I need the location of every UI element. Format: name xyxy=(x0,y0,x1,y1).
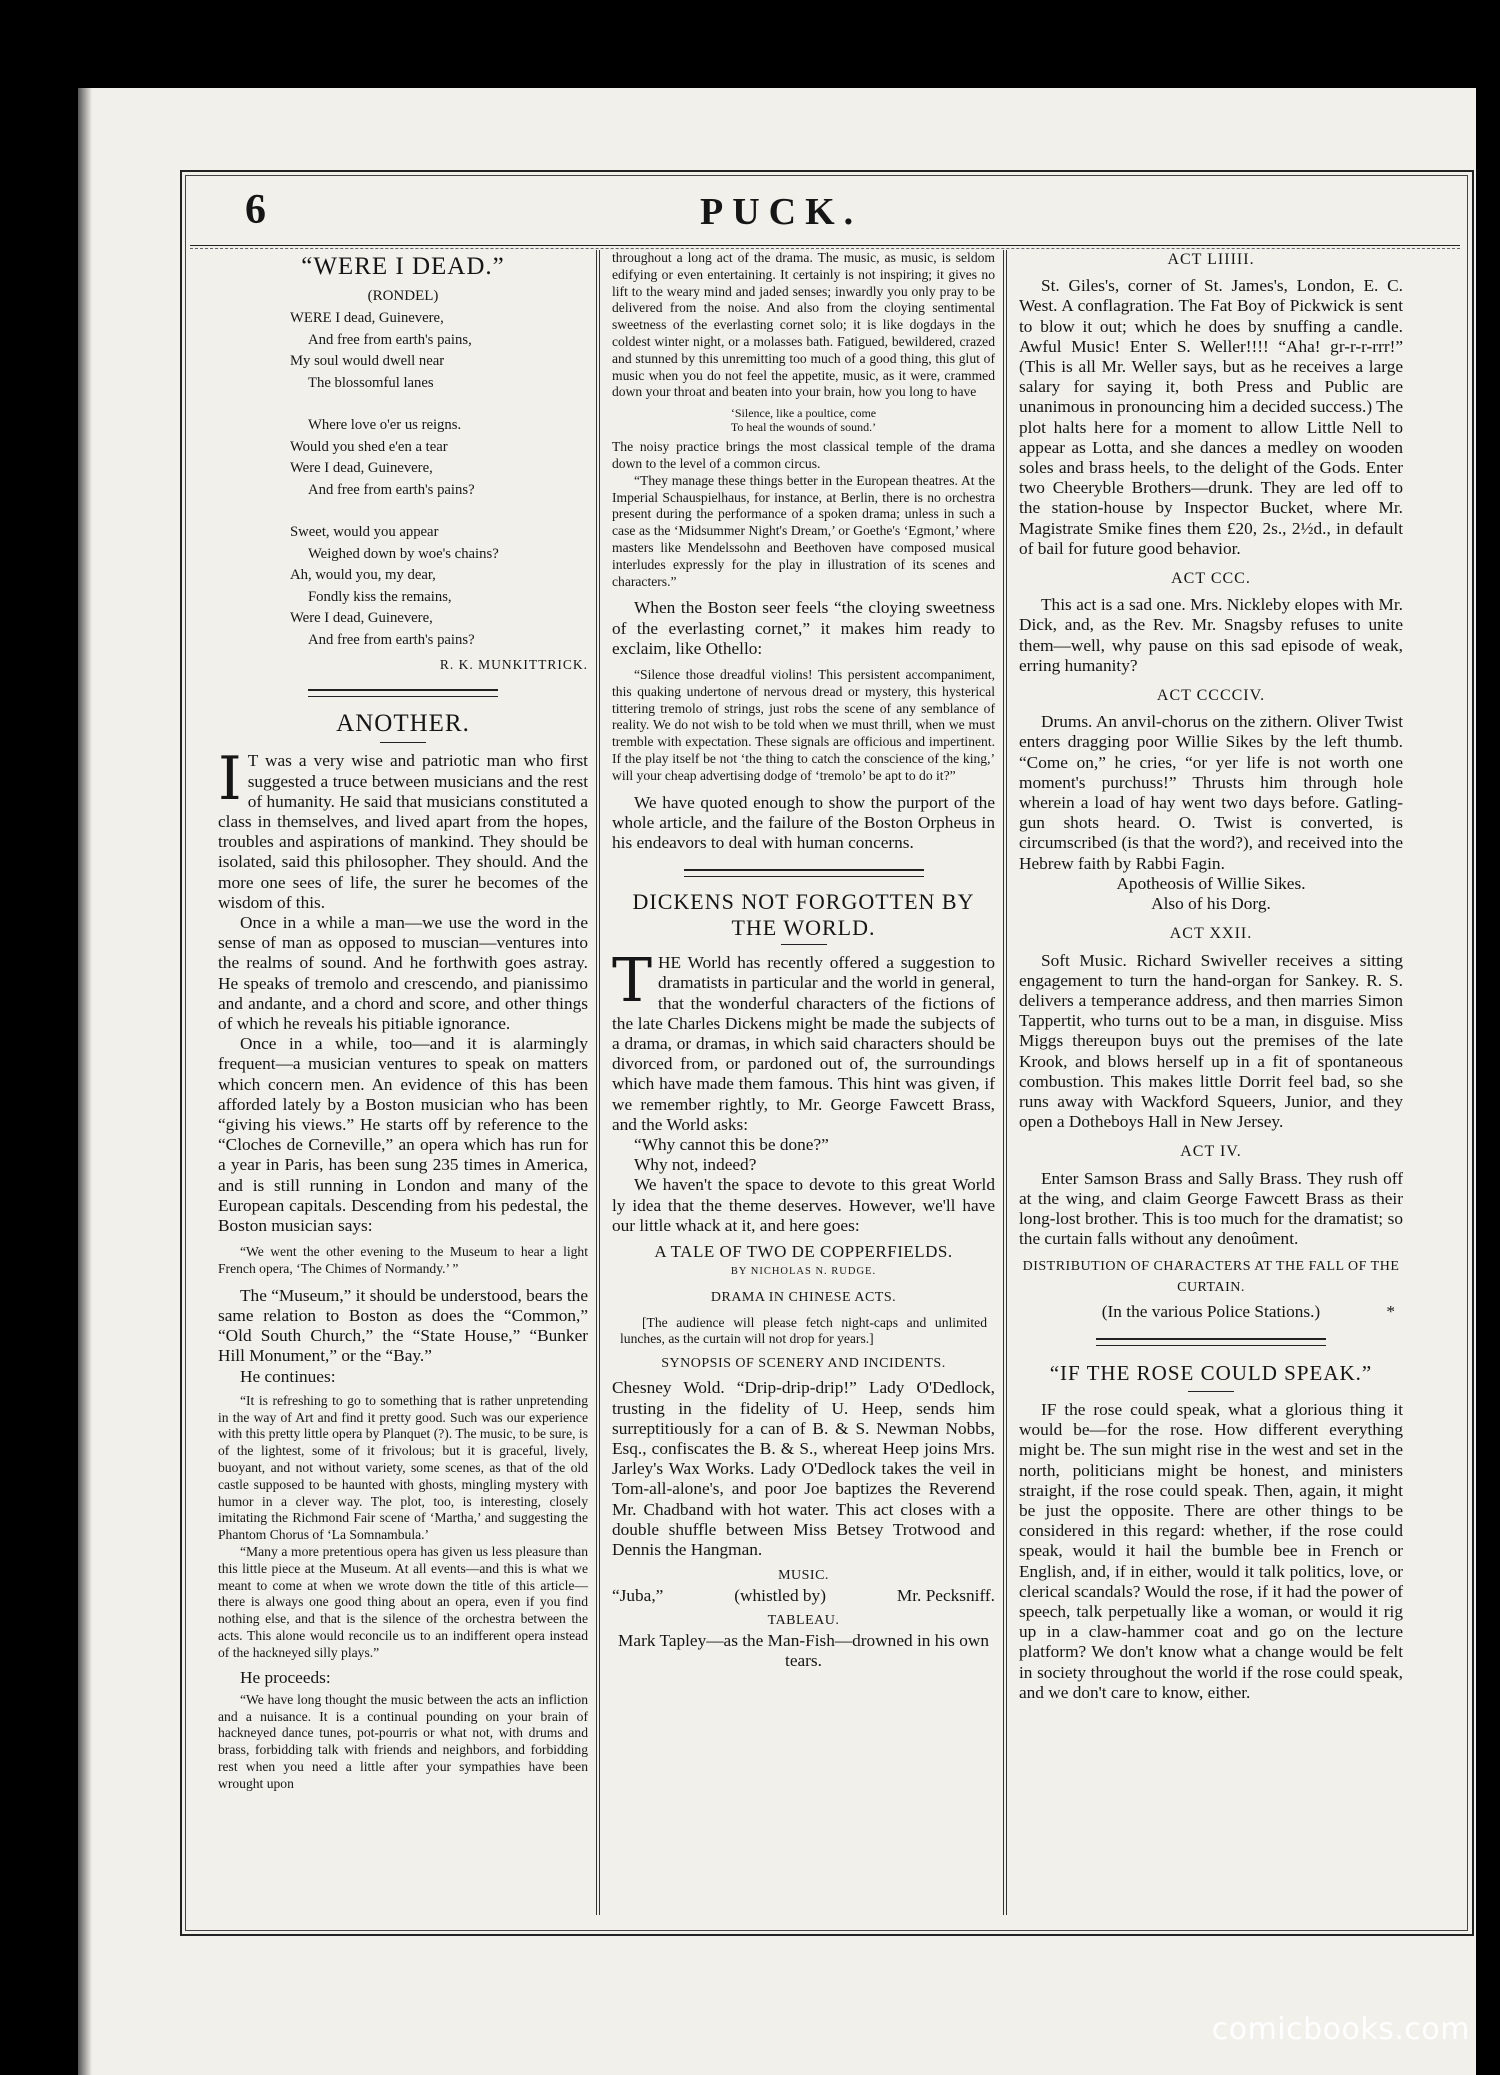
synopsis-text: Chesney Wold. “Drip-drip-drip!” Lady O'Dedlock, trusting in the fidelity of U. Heep, sends him surreptitiously for a can of B. & S. Newman Nobbs, Esq., confiscates the B. & S., whereat Heep joins Mrs. Jarley's Wax Works. Lady O'Dedlock takes the veil in Tom-all-alone's, and poor Joe baptizes the Reverend Mr. Chadband with hot water. This act closes with a double shuffle between Miss Betsey Trotwood and Dennis the Hangman. xyxy=(612,1378,995,1560)
quote: “Many a more pretentious opera has given us less pleasure than this little piece at the Museum. At all events—and this is what we meant to come at when we wrote down the title of this article—there is always one good thing about an opera, even if you find nothing else, and that is the silence of the orchestra between the acts. This alone would reconcile us to an indifferent opera instead of the hackneyed silly plays.” xyxy=(218,1544,588,1660)
poem-line: And free from earth's pains? xyxy=(308,631,475,648)
poem-line: Sweet, would you appear xyxy=(290,524,439,541)
couplet-line: To heal the wounds of sound.’ xyxy=(730,420,877,435)
page-gutter-shadow xyxy=(78,88,92,2075)
another-paragraph: Once in a while, too—and it is alarmingly frequent—a musician ventures to speak on matters which concern men. An evidence of this has been afforded lately by a Boston musician who has been “giving his views.” He starts off by reference to the “Cloches de Corneville,” an opera which has run for a year in Paris, has been sung 235 times in America, and is still running in London and many of the European capitals. Descending from his pedestal, the Boston musician says: xyxy=(218,1034,588,1236)
act-text: Enter Samson Brass and Sally Brass. They rush off at the wing, and claim George Fawcett Brass as their long-lost brother. This is too much for the dramatist; so the curtain falls without any denoûment. xyxy=(1019,1168,1403,1249)
watermark: comicbooks.com xyxy=(1211,2012,1470,2047)
another-paragraph: Once in a while a man—we use the word in the sense of man as opposed to muscian—ventures into the realms of sound. And he forthwith goes astray. He speaks of tremolo and crescendo, and pianissimo and andante, and a chord and score, and other things of which he reveals his pitiable ignorance. xyxy=(218,913,588,1034)
quoted-couplet xyxy=(612,406,995,434)
header-rule xyxy=(190,245,1460,249)
poem-line: And free from earth's pains, xyxy=(308,331,472,348)
police-line xyxy=(1019,1302,1403,1322)
poem-line: Ah, would you, my dear, xyxy=(290,567,436,584)
music-note: (whistled by) xyxy=(734,1586,826,1606)
poem-author: R. K. MUNKITTRICK. xyxy=(439,657,588,673)
tale-byline: BY NICHOLAS N. RUDGE. xyxy=(730,1266,877,1278)
poem-line: Were I dead, Guinevere, xyxy=(290,610,433,627)
distribution-heading: DISTRIBUTION OF CHARACTERS AT THE FALL OF THE CURTAIN. xyxy=(1022,1259,1400,1295)
title-rule xyxy=(1188,1391,1234,1392)
poem-line: Fondly kiss the remains, xyxy=(308,588,452,605)
poem-line: The blossomful lanes xyxy=(308,374,434,391)
act-heading: ACT IV. xyxy=(1180,1143,1242,1161)
quote: “We went the other evening to the Museum to hear a light French opera, ‘The Chimes of Normandy.’ ” xyxy=(218,1244,588,1277)
another-paragraph: T was a very wise and patriotic man who first suggested a truce between musicians and the rest of humanity. He said that musicians constituted a class in themselves, and lived apart from the hopes, troubles and aspirations of mankind. They should be isolated, said this philosopher. They should. And the more one sees of life, the surer he becomes of the wisdom of this. xyxy=(218,751,588,912)
audience-note: [The audience will please fetch night-caps and unlimited lunches, as the curtain will not drop for years.] xyxy=(620,1314,987,1347)
apotheosis-line: Also of his Dorg. xyxy=(1151,894,1271,914)
drama-heading: DRAMA IN CHINESE ACTS. xyxy=(710,1290,897,1306)
quote: “It is refreshing to go to something that is rather unpretending in the way of Art and find it pretty good. Such was our experience with this pretty little opera by Planquet (?). The music, to be sure, is of the lightest, some of it frivolous; but it is graceful, lively, buoyant, and not without variety, some scenes, as that of the old castle supposed to be haunted with ghosts, mingling mystery with humor in a clever way. The plot, too, is interesting, closely imitating the Richmond Fair scene of ‘Martha,’ and suggesting the Phantom Chorus of ‘La Somnambula.’ xyxy=(218,1392,588,1543)
poem-line: Weighed down by woe's chains? xyxy=(308,545,499,562)
poem-line: And free from earth's pains? xyxy=(308,481,475,498)
couplet-line: ‘Silence, like a poultice, come xyxy=(730,406,877,421)
column-divider-1 xyxy=(596,250,600,1915)
poem-line: Would you shed e'en a tear xyxy=(290,438,448,455)
act-heading: ACT CCC. xyxy=(1171,570,1251,588)
dickens-paragraph: Why not, indeed? xyxy=(634,1155,757,1175)
end-mark: * xyxy=(1386,1301,1395,1321)
drop-cap: I xyxy=(218,744,242,815)
body-paragraph: When the Boston seer feels “the cloying sweetness of the everlasting cornet,” it makes him ready to exclaim, like Othello: xyxy=(612,598,995,658)
quote: “Silence those dreadful violins! This persistent accompaniment, this quaking undertone of nervous dread or mystery, this hysterical tittering tremolo of strings, just robs the scene of any semblance of reality. We do not wish to be told when we must thrill, when we must tremble with expectation. These signals are officious and impertinent. If the play itself be not ‘the thing to catch the conscience of the king,’ will your cheap advertising dodge of ‘tremolo’ be apt to do it?” xyxy=(612,666,995,783)
poem-stanza-break xyxy=(290,501,588,522)
act-text: Soft Music. Richard Swiveller receives a sitting engagement to turn the hand-organ for Sankey. R. S. delivers a temperance address, and then marries Simon Tappertit, who turns out to be a man, in disguise. Miss Miggs thereupon buys out the premises of the late Krook, and blows herself up in a fit of spontaneous combustion. This makes little Dorrit feel bad, so she runs away with Wackford Squeers, Junior, and they open a Dotheboys Hall in New Jersey. xyxy=(1019,950,1403,1132)
masthead: PUCK. xyxy=(700,191,863,233)
act-text: Drums. An anvil-chorus on the zithern. Oliver Twist enters dragging poor Willie Sikes by the left thumb. “Come on,” he cries, “or yer life is not worth one moment's purchuss!” Thrusts him through hole wherein a load of hay went two days before. Gatling-gun shots heard. O. Twist is converted, is circumscribed (is that the word?), and received into the Hebrew faith by Rabbi Fagin. xyxy=(1019,712,1403,873)
column-2 xyxy=(612,250,995,1671)
tableau-heading: TABLEAU. xyxy=(767,1612,840,1628)
another-title: ANOTHER. xyxy=(336,710,470,738)
act-text: This act is a sad one. Mrs. Nickleby elopes with Mr. Dick, and, as the Rev. Mr. Snagsby refuses to unite them—well, why pause on this sad episode of weak, erring humanity? xyxy=(1019,595,1403,675)
rose-title: “IF THE ROSE COULD SPEAK.” xyxy=(1049,1360,1373,1385)
column-1 xyxy=(218,250,588,1793)
poem-stanza-break xyxy=(290,394,588,415)
poem-title: “WERE I DEAD.” xyxy=(301,253,505,280)
title-rule xyxy=(781,944,827,945)
another-paragraph: The “Museum,” it should be understood, bears the same relation to Boston as does the “Common,” “Old South Church,” the “State House,” “Bunker Hill Monument,” or the “Bay.” xyxy=(218,1285,588,1366)
column-3 xyxy=(1019,250,1403,1703)
tableau-text: Mark Tapley—as the Man-Fish—drowned in his own tears. xyxy=(618,1630,989,1671)
quote: throughout a long act of the drama. The music, as music, is seldom edifying or even entertaining. It certainly is not inspiring; it gives no lift to the weary mind and jaded senses; inwardly you only pray to be delivered from the noise. And also from the cloying sentimental sweetness of the everlasting cornet solo; it is like dogdays in the coldest winter night, or a molasses bath. Fatigued, bewildered, crazed and stunned by this unremitting too much of a good thing, this glut of music when you do not feel the appetite, music, as it were, crammed down your throat and beaten into your brain, how you long to have xyxy=(612,250,995,400)
apotheosis-line: Apotheosis of Willie Sikes. xyxy=(1116,873,1306,893)
poem xyxy=(290,308,588,651)
quote: The noisy practice brings the most classical temple of the drama down to the level of a common circus. xyxy=(612,439,995,471)
poem-subtitle: (RONDEL) xyxy=(367,288,439,304)
music-performer: Mr. Pecksniff. xyxy=(896,1586,995,1606)
page-number: 6 xyxy=(245,187,266,233)
column-divider-2 xyxy=(1003,250,1007,1915)
section-rule xyxy=(308,689,498,697)
drop-cap: T xyxy=(612,946,653,1017)
tale-title: A TALE OF TWO DE COPPERFIELDS. xyxy=(654,1241,953,1261)
proceeds-label: He proceeds: xyxy=(240,1667,331,1687)
dickens-paragraph: HE World has recently offered a suggestion to dramatists in particular and the world in general, that the wonderful characters of the fictions of the late Charles Dickens might be made the subjects of a drama, or dramas, in which said characters should be divorced from, or pardoned out of, the surroundings which have made them famous. This hint was given, if we remember rightly, to Mr. George Fawcett Brass, and the World asks: xyxy=(612,953,995,1134)
act-heading: ACT XXII. xyxy=(1169,925,1253,943)
act-text: St. Giles's, corner of St. James's, London, E. C. West. A conflagration. The Fat Boy of Pickwick is sent to blow it out; which he does by snuffing a candle. Awful Music! Enter S. Weller!!!! “Aha! gr-r-r-rrr!” (This is all Mr. Weller says, but as he receives a large salary for saying it, both Press and Public are unanimous in pronouncing him a decided success.) The plot halts here for a moment to allow Little Nell to appear as Lotta, and she dances a medley on wooden soles and brass heels, to the delight of the Gods. Enter two Cheeryble Brothers—drunk. They are led off to the station-house by Inspector Bucket, where Mr. Magistrate Smike fines them £20, 2s., 2½d., in default of bail for future good behavior. xyxy=(1019,276,1403,558)
music-heading: MUSIC. xyxy=(778,1568,829,1584)
dickens-paragraph: We haven't the space to devote to this great World ly idea that the theme deserves. However, we'll have our little whack at it, and here goes: xyxy=(612,1175,995,1235)
music-title: “Juba,” xyxy=(612,1586,664,1606)
dickens-paragraph: “Why cannot this be done?” xyxy=(634,1134,829,1154)
continues-label: He continues: xyxy=(240,1366,336,1386)
synopsis-heading: SYNOPSIS OF SCENERY AND INCIDENTS. xyxy=(661,1356,946,1372)
dickens-title: DICKENS NOT FORGOTTEN BY THE WORLD. xyxy=(632,889,975,941)
section-rule xyxy=(684,869,924,877)
rose-text: IF the rose could speak, what a glorious thing it would be—for the rose. How different everything might be. The sun might rise in the west and set in the north, politicians might be honest, and ministers straight, if the rose could speak. Then, again, it might be just the opposite. There are other things to be considered in this regard: whether, if the rose could speak, would it hail the bumble bee in French or English, and, if in either, would it talk politics, love, or clerical scandals? Would the rose, if it had the power of speech, talk perpetually like a woman, or would it rig up in a claw-hammer coat and go on the lecture platform? We don't know what a change would be felt in society throughout the world if the rose could speak, and we don't care to know, either. xyxy=(1019,1399,1403,1702)
poem-line: Where love o'er us reigns. xyxy=(308,417,462,434)
title-rule xyxy=(380,742,426,743)
quote: “They manage these things better in the European theatres. At the Imperial Schauspielhaus, for instance, at Berlin, there is no orchestra present during the performance of a spoken drama; unless in such a case as the ‘Midsummer Night's Dream,’ or Goethe's ‘Egmont,’ where masters like Mendelssohn and Beethoven have composed musical interludes expressly for the play in illustration of its scenes and characters.” xyxy=(612,472,995,589)
act-heading: ACT CCCCIV. xyxy=(1156,687,1266,705)
music-line xyxy=(612,1586,995,1606)
quote: “We have long thought the music between the acts an infliction and a nuisance. It is a continual pounding on your brain of hackneyed dance tunes, pot-pourris or what not, with drums and brass, forbidding talk with friends and neighbors, and forbidding rest when you need a little after your sympathies have been wrought upon xyxy=(218,1691,588,1791)
poem-line: Were I dead, Guinevere, xyxy=(290,460,433,477)
poem-line: My soul would dwell near xyxy=(290,353,445,370)
police-text: (In the various Police Stations.) xyxy=(1101,1301,1321,1321)
poem-line: WERE I dead, Guinevere, xyxy=(290,310,444,327)
body-paragraph: We have quoted enough to show the purport of the whole article, and the failure of the Boston Orpheus in his endeavors to deal with human concerns. xyxy=(612,792,995,852)
section-rule xyxy=(1096,1338,1326,1346)
act-heading: ACT LIIIII. xyxy=(1167,251,1255,268)
